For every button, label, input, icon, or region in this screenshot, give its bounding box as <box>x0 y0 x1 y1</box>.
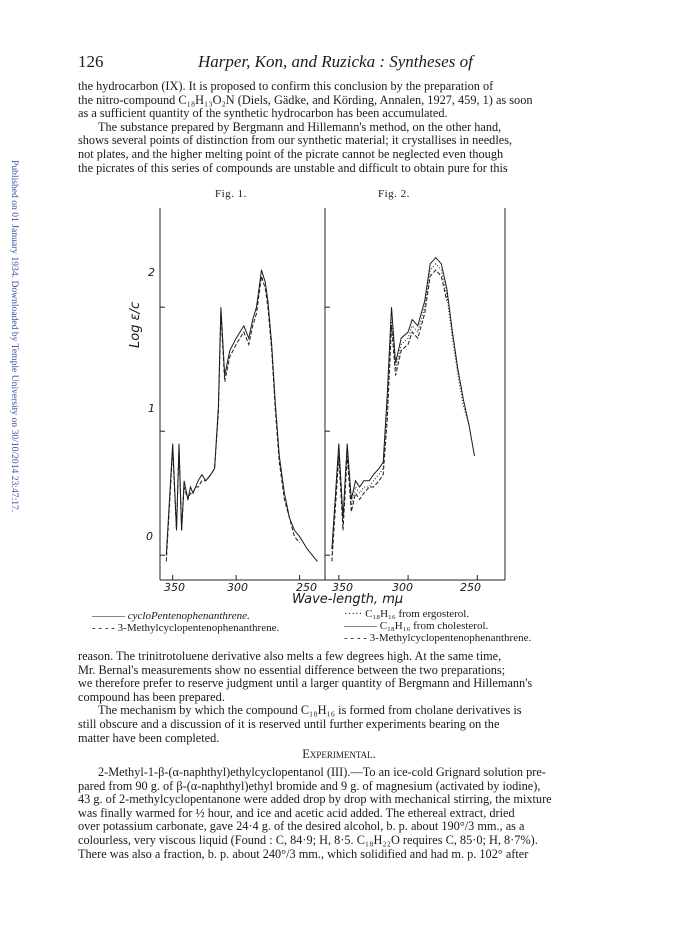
text-line: was finally warmed for ½ hour, and ice and acetic acid added. The ethereal extract, dried <box>78 805 515 820</box>
uv-spectra-figure <box>120 188 550 608</box>
download-notice-text: Published on 01 January 1934. Downloaded by Temple University on 30/10/2014 23:47:17. <box>9 160 20 513</box>
text-line: compound has been prepared. <box>78 689 225 704</box>
series-line-dotted <box>332 264 469 555</box>
text-line: Mr. Bernal's measurements show no essential difference between the two preparations; <box>78 662 506 677</box>
page-header <box>78 52 598 72</box>
text-line: the picrates of this series of compounds are unstable and difficult to obtain pure for this <box>78 160 508 175</box>
legend-left <box>92 610 279 634</box>
paragraph-experimental <box>78 766 600 861</box>
series-line-solid <box>332 258 475 549</box>
text-line: 43 g. of 2-methylcyclopentanone were added drop by drop with mechanical stirring, the mixture <box>78 792 552 807</box>
legend-entry: cycloPentenophenanthrene. <box>127 610 250 622</box>
text-line: pared from 90 g. of β-(α-naphthyl)ethyl bromide and 9 g. of magnesium (activated by iodine), <box>78 778 541 793</box>
series-line-solid <box>166 270 317 561</box>
series-line-dashed <box>332 270 447 561</box>
fig1-label: Fig. 1. <box>215 188 247 200</box>
text-line: as a sufficient quantity of the synthetic hydrocarbon has been accumulated. <box>78 106 448 121</box>
legend-right <box>344 608 531 644</box>
x-tick-label: 250 <box>460 581 481 594</box>
y-tick-label: 0 <box>146 530 153 543</box>
paragraph-intro <box>78 80 600 175</box>
y-tick-label: 1 <box>148 402 155 415</box>
text-line: still obscure and a discussion of it is reserved until further experiments bearing on the <box>78 716 500 731</box>
legend-entry: C₁₈H₁₆ from ergosterol. <box>365 608 470 620</box>
x-tick-label: 250 <box>296 581 317 594</box>
text-line: The substance prepared by Bergmann and Hillemann's method, on the other hand, <box>98 119 502 134</box>
legend-dashed-swatch: - - - - <box>92 622 115 634</box>
text-line: the nitro-compound C₁₈H₁₃O₂N (Diels, Gädke, and Körding, Annalen, 1927, 459, 1) as soon <box>78 92 533 107</box>
x-axis-label: Wave-length, mμ <box>292 592 404 607</box>
page-number: 126 <box>78 52 104 71</box>
text-line: 2-Methyl-1-β-(α-naphthyl)ethylcyclopentanol (III).—To an ice-cold Grignard solution pre- <box>98 765 546 779</box>
text-line: colourless, very viscous liquid (Found : C, 84·9; H, 8·5. C₁₈H₂₂O requires C, 85·0; H, 8·7%). <box>78 832 538 847</box>
text-line: not plates, and the higher melting point of the picrate cannot be neglected even though <box>78 146 504 161</box>
legend-solid-swatch: ——— <box>344 620 377 632</box>
section-heading-experimental: Experimental. <box>302 747 376 761</box>
series-line-dashed <box>166 276 299 561</box>
fig2-label: Fig. 2. <box>378 188 410 200</box>
download-notice-sidebar <box>6 160 20 600</box>
text-line: There was also a fraction, b. p. about 240°/3 mm., which solidified and had m. p. 102° after <box>78 846 529 861</box>
legend-dotted-swatch: ····· <box>344 608 363 620</box>
text-line: reason. The trinitrotoluene derivative also melts a few degrees high. At the same time, <box>78 649 502 663</box>
text-line: we therefore prefer to reserve judgment until a larger quantity of Bergmann and Hillemann's <box>78 676 533 691</box>
text-line: over potassium carbonate, gave 24·4 g. of the desired alcohol, b. p. about 190°/3 mm., as a <box>78 819 525 834</box>
y-tick-label: 2 <box>148 266 155 279</box>
legend-entry: 3-Methylcyclopentenophenanthrene. <box>369 632 532 644</box>
legend-solid-swatch: ——— <box>92 610 125 622</box>
legend-entry: 3-Methylcyclopentenophenanthrene. <box>117 622 280 634</box>
x-tick-label: 350 <box>332 581 353 594</box>
paragraph-discussion <box>78 650 600 745</box>
x-tick-label: 300 <box>392 581 413 594</box>
y-axis-label: Log ε/c <box>128 301 143 348</box>
running-title: Harper, Kon, and Ruzicka : Syntheses of <box>198 52 473 71</box>
text-line: matter have been completed. <box>78 730 220 745</box>
x-tick-label: 300 <box>227 581 248 594</box>
legend-dashed-swatch: - - - - <box>344 632 367 644</box>
x-tick-label: 350 <box>164 581 185 594</box>
text-line: shows several points of distinction from our synthetic material; it crystallises in needles, <box>78 133 513 148</box>
text-line: The mechanism by which the compound C₁₈H₁₆ is formed from cholane derivatives is <box>98 703 522 718</box>
spectra-chart <box>120 188 550 608</box>
text-line: the hydrocarbon (IX). It is proposed to confirm this conclusion by the preparation of <box>78 79 494 93</box>
legend-entry: C₁₈H₁₆ from cholesterol. <box>379 620 489 632</box>
